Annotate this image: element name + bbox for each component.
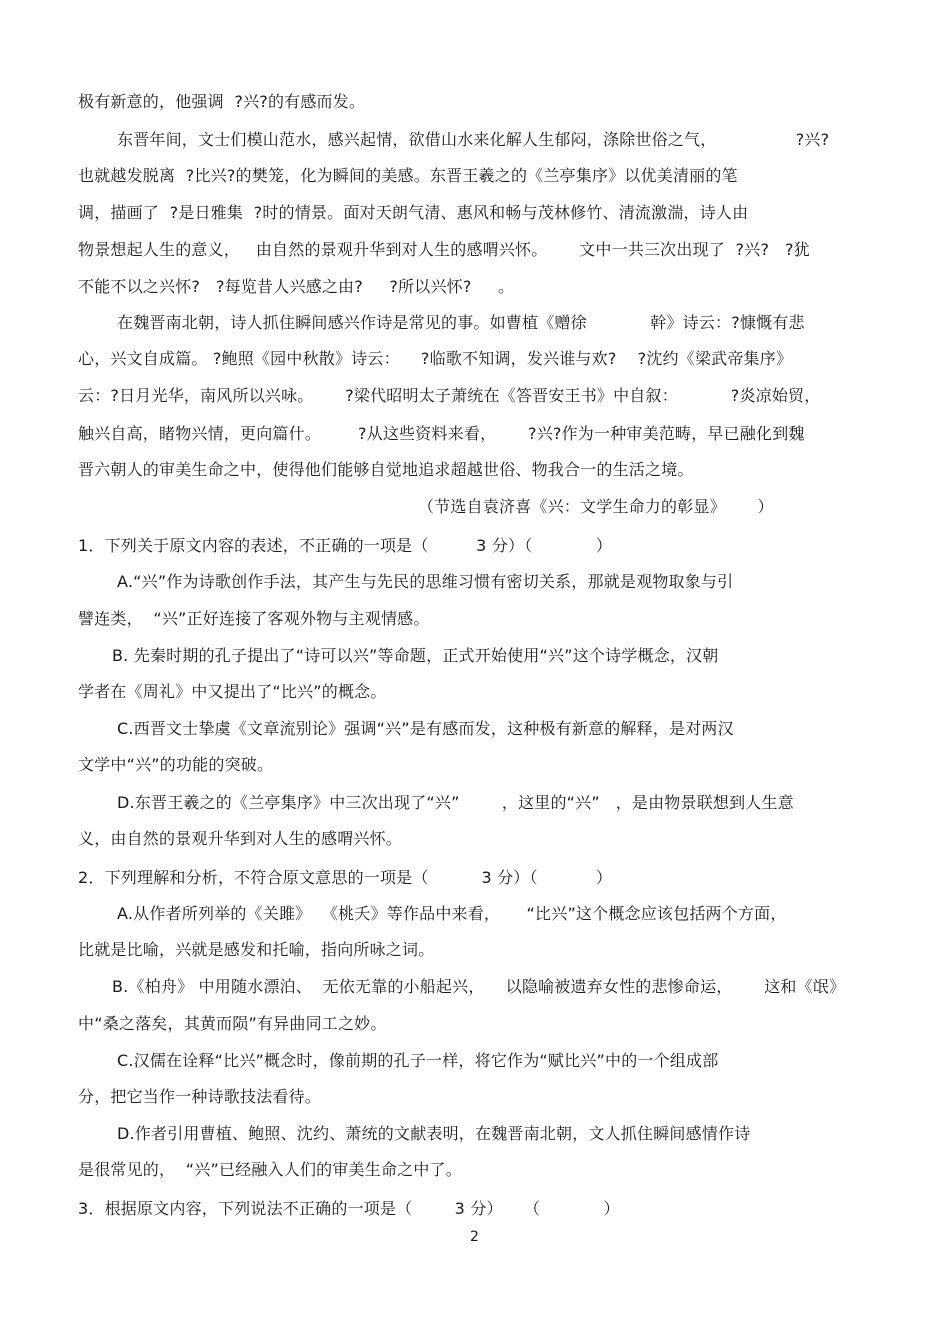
question-1-option-c: C.西晋文士挚虞《文章流别论》强调“兴”是有感而发，这种极有新意的解释，是对两汉: [117, 719, 734, 738]
passage-line: 在魏晋南北朝，诗人抓住瞬间感兴作诗是常见的事。如曹植《赠徐 幹》诗云：?慷慨有悲: [117, 313, 805, 332]
passage-line: 东晋年间，文士们模山范水，感兴起情，欲借山水来化解人生郁闷，涤除世俗之气， ?兴?: [117, 130, 830, 149]
passage-line: 物景想起人生的意义， 由自然的景观升华到对人生的感喟兴怀。 文中一共三次出现了 ?兴? ?犹: [78, 240, 810, 259]
passage-line: 也就越发脱离 ?比兴?的樊笼，化为瞬间的美感。东晋王羲之的《兰亭集序》以优美清丽的笔: [78, 166, 738, 185]
question-2-option-d: D.作者引用曹植、鲍照、沈约、萧统的文献表明，在魏晋南北朝，文人抓住瞬间感情作诗: [117, 1124, 751, 1143]
question-2-option-b-cont: 中“桑之落矣，其黄而陨”有异曲同工之妙。: [78, 1014, 387, 1033]
question-1-option-c-cont: 文学中“兴”的功能的突破。: [78, 755, 274, 774]
question-3-stem: 3．根据原文内容，下列说法不正确的一项是（ 3 分） （ ）: [78, 1199, 620, 1218]
passage-line: 极有新意的，他强调 ?兴?的有感而发。: [78, 92, 366, 111]
passage-line: 触兴自高，睹物兴情，更向篇什。 ?从这些资料来看， ?兴?作为一种审美范畴，早已融化到魏: [78, 424, 805, 443]
passage-line: 心，兴文自成篇。 ?鲍照《园中秋散》诗云： ?临歌不知调，发兴谁与欢? ?沈约《梁武帝集序》: [78, 349, 793, 368]
passage-line: 云：?日月光华，南风所以兴咏。 ?梁代昭明太子萧统在《答晋安王书》中自叙： ?炎凉始贸，: [78, 386, 821, 405]
question-2-stem: 2．下列理解和分析，不符合原文意思的一项是（ 3 分）（ ）: [78, 868, 613, 887]
passage-line: 晋六朝人的审美生命之中，使得他们能够自觉地追求超越世俗、物我合一的生活之境。: [78, 460, 694, 479]
question-1-option-d-cont: 义，由自然的景观升华到对人生的感喟兴怀。: [78, 829, 403, 848]
question-1-option-a-cont: 譬连类， “兴”正好连接了客观外物与主观情感。: [78, 609, 430, 628]
question-1-stem: 1．下列关于原文内容的表述，不正确的一项是（ 3 分）（ ）: [78, 536, 613, 555]
source-citation: （节选自袁济喜《兴：文学生命力的彰显》 ）: [418, 497, 774, 516]
passage-line: 调，描画了 ?是日雅集 ?时的情景。面对天朗气清、惠风和畅与茂林修竹、清流激湍，诗人由: [78, 203, 749, 222]
passage-line: 不能不以之兴怀? ?每览昔人兴感之由? ?所以兴怀? 。: [78, 277, 515, 296]
page-number: 2: [470, 1229, 480, 1245]
question-2-option-a-cont: 比就是比喻，兴就是感发和托喻，指向所咏之词。: [78, 940, 435, 959]
question-1-option-b-cont: 学者在《周礼》中又提出了“比兴”的概念。: [78, 682, 387, 701]
question-2-option-a: A.从作者所列举的《关雎》 《桃夭》等作品中来看， “比兴”这个概念应该包括两个方面，: [117, 904, 787, 923]
question-1-option-a: A.“兴”作为诗歌创作手法，其产生与先民的思维习惯有密切关系，那就是观物取象与引: [117, 572, 734, 591]
question-2-option-c: C.汉儒在诠释“比兴”概念时，像前期的孔子一样，将它作为“赋比兴”中的一个组成部: [117, 1051, 719, 1070]
question-2-option-c-cont: 分，把它当作一种诗歌技法看待。: [78, 1087, 322, 1106]
question-1-option-d: D.东晋王羲之的《兰亭集序》中三次出现了“兴” ，这里的“兴” ，是由物景联想到人生意: [117, 793, 794, 812]
question-2-option-d-cont: 是很常见的， “兴”已经融入人们的审美生命之中了。: [78, 1160, 462, 1179]
question-2-option-b: B.《柏舟》 中用随水漂泊、 无依无靠的小船起兴， 以隐喻被遗弃女性的悲惨命运， 这和《氓》: [112, 977, 846, 996]
question-1-option-b: B. 先秦时期的孔子提出了“诗可以兴”等命题，正式开始使用“兴”这个诗学概念，汉朝: [112, 646, 719, 665]
